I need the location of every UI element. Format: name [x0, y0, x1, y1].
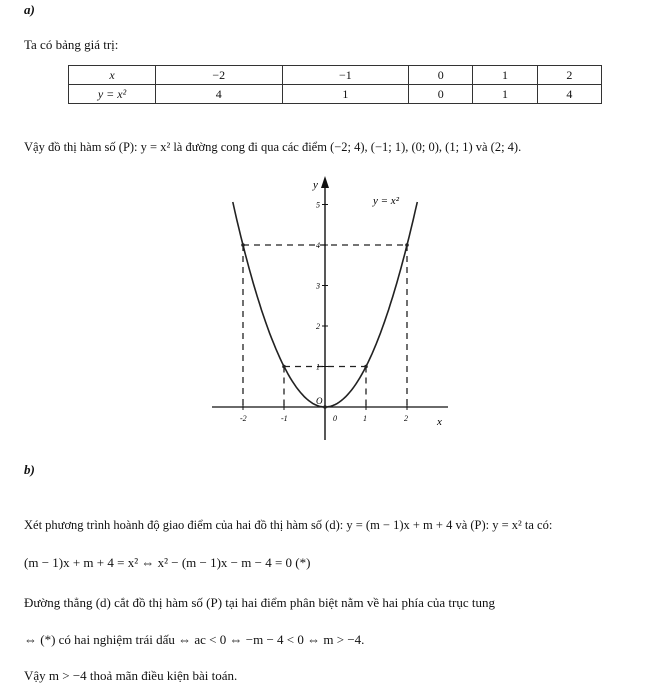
parabola-graph — [200, 168, 450, 446]
table-header-x: x — [69, 66, 156, 85]
value-table — [68, 65, 602, 104]
data-point — [323, 405, 327, 409]
x-tick-label: -1 — [281, 414, 288, 423]
table-cell: −1 — [282, 66, 409, 85]
data-point — [282, 365, 286, 369]
table-cell: 4 — [156, 85, 283, 104]
origin-label: O — [316, 396, 323, 406]
part-b-line1: Xét phương trình hoành độ giao điểm của hai đồ thị hàm số (d): y = (m − 1)x + m + 4 và (P): y = x² ta có: — [24, 518, 553, 532]
data-point — [364, 365, 368, 369]
part-a-conclusion: Vậy đồ thị hàm số (P): y = x² là đường cong đi qua các điểm (−2; 4), (−1; 1), (0; 0), (1; 1) và (2; 4). — [24, 140, 522, 154]
x-axis-label: x — [437, 416, 442, 428]
part-a-intro: Ta có bảng giá trị: — [24, 37, 119, 52]
table-header-y: y = x² — [69, 85, 156, 104]
part-b-line5: Vậy m > −4 thoả mãn điều kiện bài toán. — [24, 668, 238, 683]
y-tick-label: 2 — [316, 322, 320, 331]
y-tick-label: 5 — [316, 200, 320, 210]
table-row-x — [69, 66, 602, 85]
part-b-line3: Đường thẳng (d) cắt đồ thị hàm số (P) tại hai điểm phân biệt nằm về hai phía của trục tung — [24, 595, 495, 610]
function-label: y = x² — [373, 195, 399, 207]
x-tick-label: -2 — [240, 414, 247, 423]
data-point — [405, 243, 409, 247]
x-tick-label: 0 — [333, 414, 337, 423]
table-cell: −2 — [156, 66, 283, 85]
y-tick-label: 4 — [316, 241, 320, 250]
table-cell: 1 — [282, 85, 409, 104]
data-point — [241, 243, 245, 247]
table-row-y — [69, 85, 602, 104]
y-tick-label: 1 — [316, 362, 320, 372]
x-tick-label: 2 — [404, 414, 408, 423]
table-cell: 2 — [537, 66, 601, 85]
table-cell: 0 — [409, 66, 473, 85]
part-b-line4: ⇔ (*) có hai nghiệm trái dấu ⇔ ac < 0 ⇔ −m − 4 < 0 ⇔ m > −4. — [24, 632, 365, 647]
x-tick-label: 1 — [363, 414, 367, 423]
y-tick-label: 3 — [316, 281, 320, 291]
part-b-label: b) — [24, 462, 35, 477]
part-a-label: a) — [24, 2, 35, 17]
table-cell: 4 — [537, 85, 601, 104]
part-b-line2: (m − 1)x + m + 4 = x² ⇔ x² − (m − 1)x − m − 4 = 0 (*) — [24, 555, 311, 570]
y-axis-label: y — [313, 179, 318, 191]
table-cell: 1 — [473, 66, 537, 85]
axis-ticks — [240, 201, 408, 424]
y-axis-arrow — [321, 176, 329, 188]
table-cell: 1 — [473, 85, 537, 104]
table-cell: 0 — [409, 85, 473, 104]
